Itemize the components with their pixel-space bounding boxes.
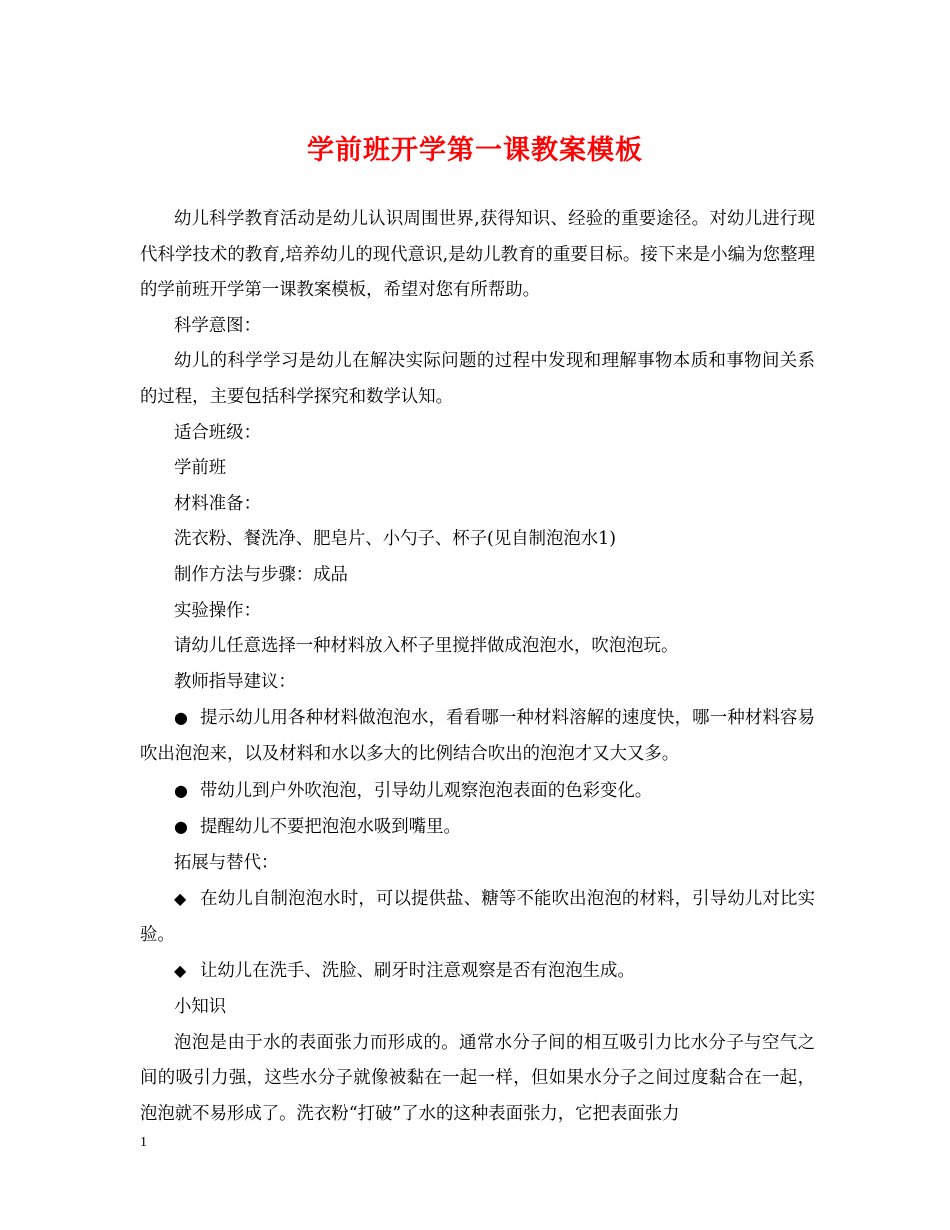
paragraph	[140, 629, 815, 665]
paragraph	[140, 344, 815, 415]
page-number: 1	[140, 1135, 147, 1150]
paragraph-text: 制作方法与步骤：成品	[174, 564, 348, 585]
diamond-bullet-icon: ◆	[174, 961, 187, 981]
round-bullet-icon: ●	[174, 708, 188, 728]
paragraph	[140, 202, 815, 309]
bullet-paragraph	[140, 953, 815, 990]
paragraph	[140, 665, 815, 701]
paragraph-text: 带幼儿到户外吹泡泡，引导幼儿观察泡泡表面的色彩变化。	[200, 780, 653, 801]
paragraph-text: 实验操作：	[174, 600, 261, 621]
paragraph-text: 泡泡是由于水的表面张力而形成的。通常水分子间的相互吸引力比水分子与空气之间的吸引力强，这些水分子就像被黏在一起一样，但如果水分子之间过度黏合在一起，泡泡就不易形成了。洗衣粉“打破”了水的这种表面张力，它把表面张力	[140, 1032, 815, 1124]
diamond-bullet-icon: ◆	[174, 889, 187, 909]
paragraph-text: 幼儿科学教育活动是幼儿认识周围世界,获得知识、经验的重要途径。对幼儿进行现代科学技术的教育,培养幼儿的现代意识,是幼儿教育的重要目标。接下来是小编为您整理的学前班开学第一课教案模板，希望对您有所帮助。	[140, 209, 815, 301]
paragraph	[140, 594, 815, 630]
paragraph-text: 适合班级：	[174, 422, 261, 443]
paragraph	[140, 522, 815, 558]
bullet-paragraph	[140, 700, 815, 772]
paragraph-text: 洗衣粉、餐洗净、肥皂片、小勺子、杯子(见自制泡泡水1)	[174, 529, 617, 550]
paragraph-text: 拓展与替代：	[174, 852, 279, 873]
paragraph-text: 让幼儿在洗手、洗脸、刷牙时注意观察是否有泡泡生成。	[200, 961, 635, 982]
bullet-paragraph	[140, 809, 815, 846]
bullet-paragraph	[140, 773, 815, 810]
bullet-paragraph	[140, 881, 815, 953]
paragraph-text: 小知识	[174, 997, 227, 1018]
document-body	[140, 202, 815, 1132]
paragraph	[140, 558, 815, 594]
paragraph	[140, 309, 815, 345]
paragraph-text: 请幼儿任意选择一种材料放入杯子里搅拌做成泡泡水，吹泡泡玩。	[174, 636, 679, 657]
paragraph	[140, 487, 815, 523]
paragraph-text: 材料准备：	[174, 493, 261, 514]
paragraph-text: 科学意图：	[174, 315, 261, 336]
paragraph	[140, 846, 815, 882]
paragraph-text: 在幼儿自制泡泡水时，可以提供盐、糖等不能吹出泡泡的材料，引导幼儿对比实验。	[140, 889, 815, 945]
paragraph	[140, 1026, 815, 1133]
paragraph-text: 学前班	[174, 458, 227, 479]
document-title: 学前班开学第一课教案模板	[307, 135, 643, 166]
paragraph-text: 教师指导建议：	[174, 671, 296, 692]
paragraph	[140, 990, 815, 1026]
paragraph-text: 幼儿的科学学习是幼儿在解决实际问题的过程中发现和理解事物本质和事物间关系的过程，主要包括科学探究和数学认知。	[140, 351, 815, 407]
paragraph-text: 提醒幼儿不要把泡泡水吸到嘴里。	[200, 817, 461, 838]
paragraph	[140, 416, 815, 452]
round-bullet-icon: ●	[174, 780, 188, 800]
paragraph	[140, 451, 815, 487]
paragraph-text: 提示幼儿用各种材料做泡泡水，看看哪一种材料溶解的速度快，哪一种材料容易吹出泡泡来，以及材料和水以多大的比例结合吹出的泡泡才又大又多。	[140, 708, 815, 764]
round-bullet-icon: ●	[174, 817, 188, 837]
